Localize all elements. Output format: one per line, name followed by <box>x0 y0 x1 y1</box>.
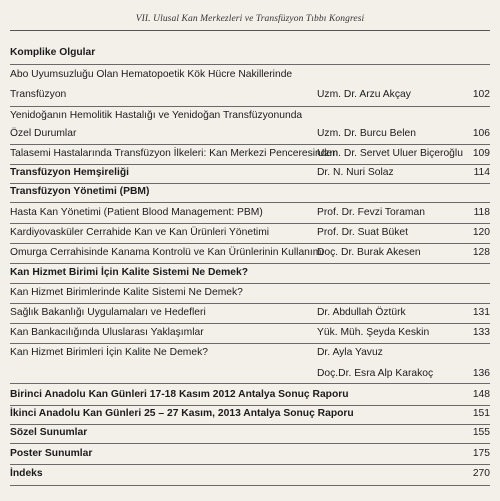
row-divider <box>10 443 490 444</box>
toc-entry <box>0 224 500 242</box>
toc-entry-author: Yük. Müh. Şeyda Keskin <box>317 327 430 338</box>
toc-entry <box>0 164 500 182</box>
toc-entry <box>0 304 500 322</box>
toc-entry-title: Sözel Sunumlar <box>10 427 88 438</box>
toc-entry-page: 120 <box>472 227 490 238</box>
toc-entry <box>0 107 500 125</box>
toc-entry-author: Doç. Dr. Burak Akesen <box>317 247 421 258</box>
row-divider <box>10 383 490 384</box>
toc-entry-author: Dr. Abdullah Öztürk <box>317 307 406 318</box>
toc-entry <box>0 386 500 404</box>
toc-entry-page: 114 <box>473 167 490 178</box>
toc-entry-page: 109 <box>472 148 490 159</box>
toc-entry-title: Transfüzyon Yönetimi (PBM) <box>10 186 150 197</box>
toc-entry <box>0 86 500 104</box>
toc-entry-title: Kan Hizmet Birimleri İçin Kalite Ne Demek? <box>10 347 208 358</box>
toc-entry-author: Dr. Ayla Yavuz <box>317 347 383 358</box>
toc-entry-title: Transfüzyon Hemşireliği <box>10 167 130 178</box>
toc-entry <box>0 44 500 62</box>
toc-entry <box>0 284 500 302</box>
toc-entry <box>0 465 500 483</box>
toc-entry-page: 102 <box>472 89 490 100</box>
toc-entry <box>0 344 500 362</box>
toc-entry-title: Omurga Cerrahisinde Kanama Kontrolü ve Kan Ürünlerinin Kullanımı <box>10 247 325 258</box>
toc-entry-page: 148 <box>472 389 490 400</box>
toc-entry-title: Kan Hizmet Birimlerinde Kalite Sistemi Ne Demek? <box>10 287 243 298</box>
toc-entry-page: 136 <box>472 368 490 379</box>
toc-entry-title: Transfüzyon <box>10 89 67 100</box>
toc-entry-title: Sağlık Bakanlığı Uygulamaları ve Hedefleri <box>10 307 206 318</box>
toc-entry <box>0 365 500 383</box>
toc-entry-page: 151 <box>472 408 490 419</box>
toc-entry-author: Uzm. Dr. Servet Uluer Biçeroğlu <box>317 148 463 159</box>
toc-entry <box>0 264 500 282</box>
toc-entry-title: Abo Uyumsuzluğu Olan Hematopoetik Kök Hücre Nakillerinde <box>10 69 293 80</box>
toc-entry <box>0 66 500 84</box>
toc-entry-page: 175 <box>472 448 490 459</box>
toc-entry <box>0 204 500 222</box>
row-divider <box>10 202 490 203</box>
toc-entry <box>0 405 500 423</box>
toc-entry-title: Hasta Kan Yönetimi (Patient Blood Management: PBM) <box>10 207 263 218</box>
toc-entry <box>0 324 500 342</box>
toc-entry-title: Poster Sunumlar <box>10 448 93 459</box>
toc-entry-page: 133 <box>472 327 490 338</box>
toc-entry <box>0 424 500 442</box>
toc-entry-page: 131 <box>472 307 490 318</box>
toc-entry-author: Uzm. Dr. Burcu Belen <box>317 128 416 139</box>
toc-entry-title: Talasemi Hastalarında Transfüzyon İlkeleri: Kan Merkezi Penceresinden <box>10 148 338 159</box>
toc-entry-title: İkinci Anadolu Kan Günleri 25 – 27 Kasım, 2013 Antalya Sonuç Raporu <box>10 408 354 419</box>
toc-entry-title: Özel Durumlar <box>10 128 77 139</box>
toc-entry-title: Komplike Olgular <box>10 47 96 58</box>
toc-entry <box>0 125 500 143</box>
row-divider <box>10 485 490 486</box>
toc-entry-title: Kan Bankacılığında Uluslarası Yaklaşımlar <box>10 327 204 338</box>
toc-entry-title: Birinci Anadolu Kan Günleri 17-18 Kasım 2012 Antalya Sonuç Raporu <box>10 389 349 400</box>
toc-entry-title: Yenidoğanın Hemolitik Hastalığı ve Yenidoğan Transfüzyonunda <box>10 110 303 121</box>
toc-entry-title: Kan Hizmet Birimi İçin Kalite Sistemi Ne Demek? <box>10 267 249 278</box>
toc-entry <box>0 244 500 262</box>
toc-entry <box>0 145 500 163</box>
toc-entry-page: 270 <box>472 468 490 479</box>
toc-entry-page: 118 <box>473 207 490 218</box>
toc-entry <box>0 445 500 463</box>
running-header: VII. Ulusal Kan Merkezleri ve Transfüzyon Tıbbı Kongresi <box>135 14 365 24</box>
toc-entry-page: 155 <box>472 427 490 438</box>
toc-entry-title: İndeks <box>10 468 43 479</box>
toc-entry-author: Prof. Dr. Fevzi Toraman <box>317 207 425 218</box>
toc-entry-title: Kardiyovasküler Cerrahide Kan ve Kan Ürünleri Yönetimi <box>10 227 270 238</box>
toc-entry-author: Prof. Dr. Suat Büket <box>317 227 408 238</box>
toc-entry-page: 106 <box>472 128 490 139</box>
toc-entry-page: 128 <box>472 247 490 258</box>
toc-entry <box>0 183 500 201</box>
toc-entry-author: Dr. N. Nuri Solaz <box>317 167 394 178</box>
row-divider <box>10 64 490 65</box>
toc-entry-author: Uzm. Dr. Arzu Akçay <box>317 89 411 100</box>
toc-entry-author: Doç.Dr. Esra Alp Karakoç <box>317 368 434 379</box>
